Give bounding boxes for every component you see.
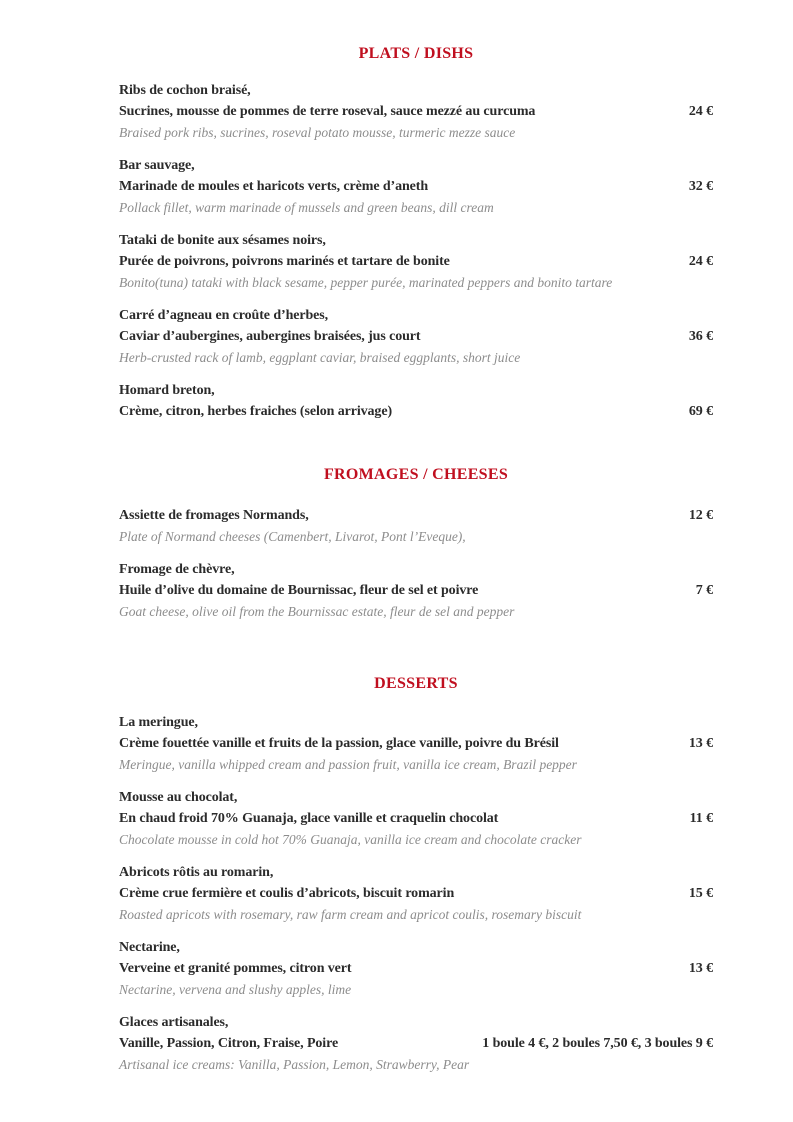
menu-section-desserts [119, 675, 713, 1075]
menu-item [119, 380, 713, 422]
dish-description: Purée de poivrons, poivrons marinés et tartare de bonite [119, 254, 450, 269]
dish-translation: Braised pork ribs, sucrines, roseval potato mousse, turmeric mezze sauce [119, 125, 516, 140]
dish-translation: Roasted apricots with rosemary, raw farm cream and apricot coulis, rosemary biscuit [119, 907, 582, 922]
dish-description: Sucrines, mousse de pommes de terre roseval, sauce mezzé au curcuma [119, 104, 536, 119]
dish-price: 12 € [688, 508, 713, 523]
dish-description-row [119, 176, 713, 197]
menu-item [119, 505, 713, 547]
dish-description: Crème, citron, herbes fraiches (selon arrivage) [119, 404, 393, 419]
dish-description: Vanille, Passion, Citron, Fraise, Poire [119, 1036, 339, 1051]
dish-price: 32 € [688, 179, 713, 194]
dish-translation: Pollack fillet, warm marinade of mussels and green beans, dill cream [119, 200, 494, 215]
dish-translation: Meringue, vanilla whipped cream and passion fruit, vanilla ice cream, Brazil pepper [119, 757, 577, 772]
dish-name: Tataki de bonite aux sésames noirs, [119, 233, 326, 248]
dish-translation: Herb-crusted rack of lamb, eggplant caviar, braised eggplants, short juice [119, 350, 521, 365]
dish-description-row [119, 326, 713, 347]
dish-price: 69 € [688, 404, 713, 419]
menu-item [119, 1012, 713, 1075]
menu-item [119, 305, 713, 368]
dish-name: Homard breton, [119, 383, 215, 398]
dish-description: Huile d’olive du domaine de Bournissac, fleur de sel et poivre [119, 583, 479, 598]
dish-price: 13 € [688, 736, 713, 751]
dish-translation: Plate of Normand cheeses (Camenbert, Livarot, Pont l’Eveque), [119, 529, 466, 544]
menu-item [119, 862, 713, 925]
menu-item [119, 787, 713, 850]
dish-name: Assiette de fromages Normands, [119, 508, 309, 523]
dish-name: Fromage de chèvre, [119, 562, 235, 577]
section-title: FROMAGES / CHEESES [323, 466, 509, 483]
dish-description-row [119, 101, 713, 122]
dish-description: Marinade de moules et haricots verts, crème d’aneth [119, 179, 429, 194]
dish-description: En chaud froid 70% Guanaja, glace vanille et craquelin chocolat [119, 811, 499, 826]
dish-name: Glaces artisanales, [119, 1015, 229, 1030]
dish-description-row [119, 580, 713, 601]
menu-section-plats [119, 45, 713, 422]
dish-name-row [119, 505, 713, 526]
dish-description-row [119, 733, 713, 754]
menu-item [119, 80, 713, 143]
menu-item [119, 937, 713, 1000]
dish-price: 11 € [689, 811, 713, 826]
menu-item [119, 155, 713, 218]
dish-price: 36 € [688, 329, 713, 344]
dish-description-row [119, 1033, 713, 1054]
menu-item [119, 712, 713, 775]
dish-price: 24 € [688, 254, 713, 269]
dish-translation: Artisanal ice creams: Vanilla, Passion, Lemon, Strawberry, Pear [119, 1057, 470, 1072]
dish-scoop-prices: 1 boule 4 €, 2 boules 7,50 €, 3 boules 9 € [482, 1036, 713, 1051]
dish-translation: Goat cheese, olive oil from the Bournissac estate, fleur de sel and pepper [119, 604, 515, 619]
dish-description-row [119, 401, 713, 422]
section-title: DESSERTS [374, 675, 458, 692]
dish-price: 13 € [688, 961, 713, 976]
dish-price: 7 € [695, 583, 713, 598]
dish-description: Crème fouettée vanille et fruits de la passion, glace vanille, poivre du Brésil [119, 736, 559, 751]
dish-name: Mousse au chocolat, [119, 790, 238, 805]
section-title: PLATS / DISHS [358, 45, 474, 62]
dish-description: Verveine et granité pommes, citron vert [119, 961, 352, 976]
dish-name: La meringue, [119, 715, 198, 730]
menu-section-fromages [119, 466, 713, 622]
dish-description-row [119, 808, 713, 829]
menu-item [119, 230, 713, 293]
dish-translation: Bonito(tuna) tataki with black sesame, pepper purée, marinated peppers and bonito tartare [119, 275, 613, 290]
dish-name: Abricots rôtis au romarin, [119, 865, 274, 880]
dish-name: Ribs de cochon braisé, [119, 83, 251, 98]
dish-name: Bar sauvage, [119, 158, 195, 173]
dish-description-row [119, 883, 713, 904]
menu-item [119, 559, 713, 622]
dish-description: Caviar d’aubergines, aubergines braisées, jus court [119, 329, 421, 344]
dish-name: Nectarine, [119, 940, 180, 955]
dish-description-row [119, 251, 713, 272]
dish-price: 24 € [688, 104, 713, 119]
dish-translation: Chocolate mousse in cold hot 70% Guanaja, vanilla ice cream and chocolate cracker [119, 832, 582, 847]
dish-description-row [119, 958, 713, 979]
dish-name: Carré d’agneau en croûte d’herbes, [119, 308, 329, 323]
dish-price: 15 € [688, 886, 713, 901]
dish-translation: Nectarine, vervena and slushy apples, lime [119, 982, 352, 997]
dish-description: Crème crue fermière et coulis d’abricots, biscuit romarin [119, 886, 455, 901]
